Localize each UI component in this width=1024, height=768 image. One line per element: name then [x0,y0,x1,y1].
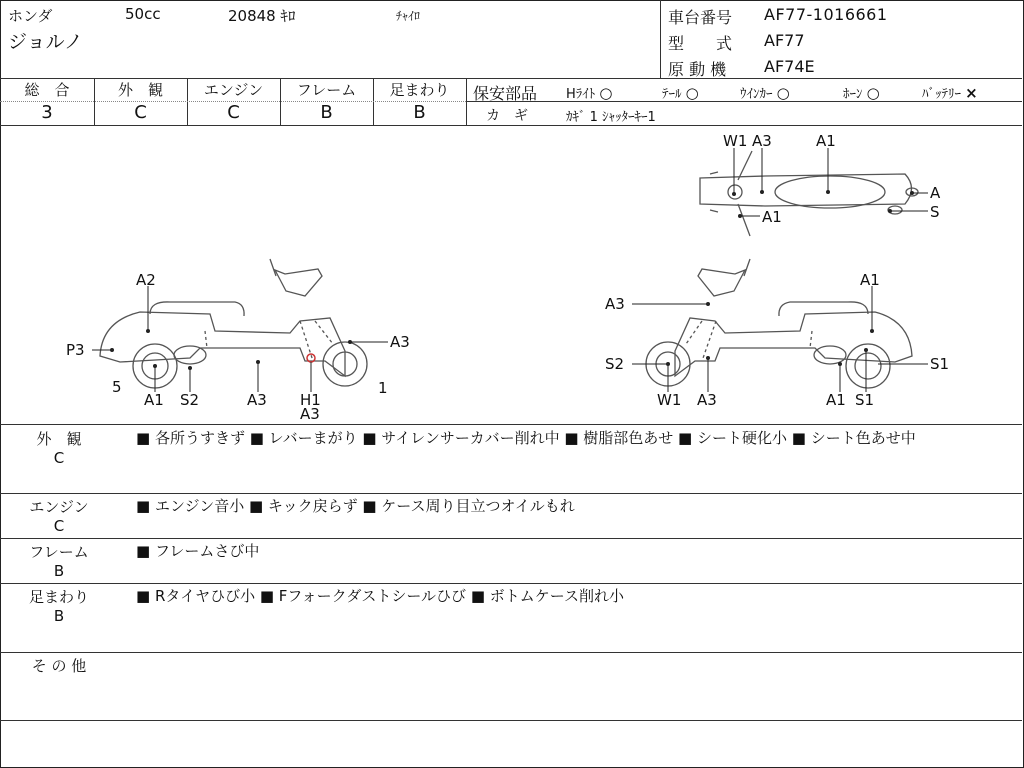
damage-diagram [0,126,1022,424]
notes-frame-label: フレーム B [29,543,89,580]
grade-overall: 総 合 3 [24,81,70,123]
left-label: A2 [136,271,156,289]
engine-value: AF74E [764,57,815,76]
right-label: A3 [697,391,717,409]
model-name: ジョルノ [8,31,83,53]
divider [0,538,1022,539]
divider [280,79,281,125]
left-label: 5 [112,378,122,396]
maker: ホンダ [8,7,53,25]
odometer-note: ﾁｬｲﾛ [396,9,421,23]
right-label: A1 [826,391,846,409]
safety-item-tail: ﾃｰﾙ ○ [662,84,699,102]
right-label: W1 [657,391,682,409]
divider [0,583,1022,584]
notes-suspension-text: ■ Rタイヤひび小 ■ Fフォークダストシールひび ■ ボトムケース削れ小 [136,587,625,605]
engine-label: 原 動 機 [668,60,727,79]
divider [0,424,1022,425]
right-label: S1 [930,355,950,373]
top-label: S [930,203,940,221]
key-label: カ ギ [486,108,528,124]
divider [660,0,661,79]
mileage: 20848 ｷﾛ [228,7,296,25]
right-label: A3 [605,295,625,313]
divider [187,79,188,125]
left-label: 1 [378,379,388,397]
notes-engine-text: ■ エンジン音小 ■ キック戻らず ■ ケース周り目立つオイルもれ [136,497,575,515]
right-label: S1 [855,391,875,409]
left-label: S2 [180,391,200,409]
top-label: A1 [762,208,782,226]
divider [0,101,466,102]
chassis-label: 車台番号 [668,8,733,27]
divider [0,720,1022,721]
safety-label: 保安部品 [473,84,538,103]
type-value: AF77 [764,31,805,50]
left-label: A3 [390,333,410,351]
left-label: A3 [247,391,267,409]
right-label: S2 [605,355,625,373]
divider [0,652,1022,653]
left-label: A1 [144,391,164,409]
key-value: ｶｷﾞ 1 ｼｬｯﾀｰｷｰ1 [566,110,656,125]
top-label: A [930,184,941,202]
top-label: W1 [723,132,748,150]
left-label: H1 [300,391,321,409]
notes-frame-text: ■ フレームさび中 [136,542,260,560]
divider [0,493,1022,494]
notes-engine-label: エンジン C [29,498,89,535]
divider [373,79,374,125]
safety-item-headlight: Hﾗｲﾄ ○ [566,84,613,102]
divider [94,79,95,125]
safety-item-battery: ﾊﾞｯﾃﾘｰ × [922,84,978,102]
safety-item-winker: ｳｲﾝｶｰ ○ [740,84,790,102]
notes-other-label: そ の 他 [31,657,87,675]
divider [466,79,467,125]
notes-exterior-label: 外 観 C [36,430,82,467]
grade-frame: フレーム B [296,81,357,123]
top-label: A1 [816,132,836,150]
notes-suspension-label: 足まわり B [28,588,89,625]
safety-item-horn: ﾎｰﾝ ○ [843,84,880,102]
notes-exterior-text: ■ 各所うすきず ■ レバーまがり ■ サイレンサーカバー削れ中 ■ 樹脂部色あせ ■ シート硬化小 ■ シート色あせ中 [136,429,916,447]
leader-lines [92,148,928,392]
left-label: P3 [66,341,85,359]
type-label: 型 式 [668,34,733,53]
displacement: 50cc [125,5,161,23]
left-label: A3 [300,405,320,423]
grade-engine: エンジン C [203,81,264,123]
right-label: A1 [860,271,880,289]
chassis-value: AF77-1016661 [764,5,888,24]
grade-suspension: 足まわり B [389,81,450,123]
grade-exterior: 外 観 C [117,81,163,123]
top-label: A3 [752,132,772,150]
